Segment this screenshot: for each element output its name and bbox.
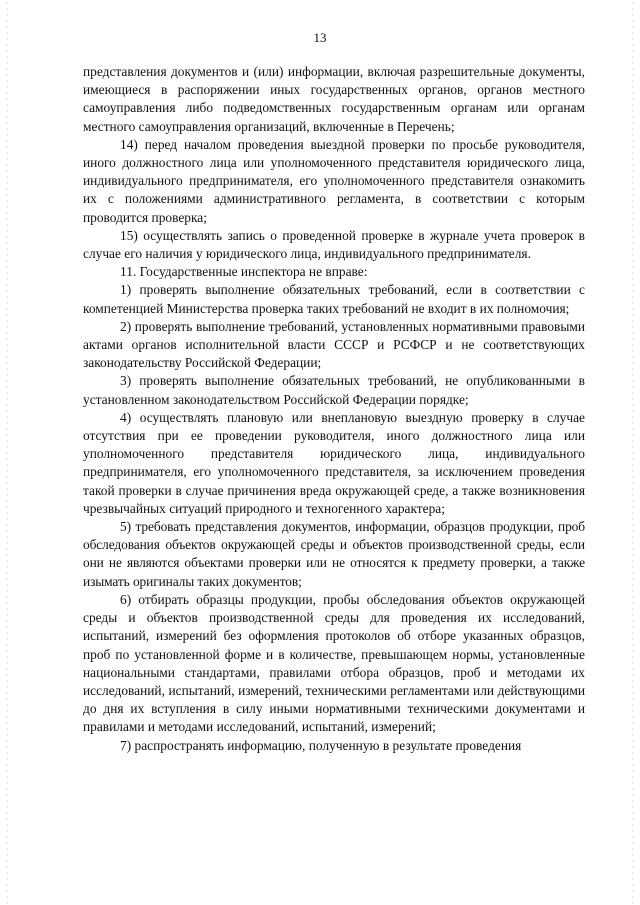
scan-edge-right [632, 0, 634, 905]
paragraph-item-2: 2) проверять выполнение требований, установленных нормативными правовыми актами органов исполнительной власти СССР и РСФСР и не соответствующих законодательству Российской Федерации; [83, 318, 585, 371]
paragraph-item-6: 6) отбирать образцы продукции, пробы обследования объектов окружающей среды и объектов производственной среды для проведения их исследований, испытаний, измерений без оформления протоколов об отборе указанных образцов, проб по установленной форме и в количестве, превышающем нормы, установленные национальными стандартами, правилами отбора образцов, проб и методами их исследований, испытаний, измерений, техническими регламентами или действующими до дня их вступления в силу иными нормативными техническими документами и правилами и методами исследований, испытаний, измерений; [83, 591, 585, 735]
scan-edge-left [6, 0, 8, 905]
paragraph-item-7: 7) распространять информацию, полученную в результате проведения [120, 737, 522, 753]
paragraph-continuation: представления документов и (или) информации, включая разрешительные документы, имеющиеся в распоряжении иных государственных органов, органов местного самоуправления либо подведомственных государственным органам или органам местного самоуправления организаций, включенные в Перечень; [83, 64, 585, 134]
paragraph-item-1: 1) проверять выполнение обязательных требований, если в соответствии с компетенцией Министерства проверка таких требований не входит в их полномочия; [83, 282, 585, 316]
page-number: 13 [313, 30, 327, 45]
paragraph-item-4: 4) осуществлять плановую или внеплановую выездную проверку в случае отсутствия при ее проведении руководителя, иного должностного лица или уполномоченного представителя юридического лица, индивидуального предпринимателя, его уполномоченного представителя, за исключением проведения такой проверки в случае причинения вреда окружающей среде, а также возникновения чрезвычайных ситуаций природного и техногенного характера; [83, 409, 585, 516]
paragraph-item-15: 15) осуществлять запись о проведенной проверке в журнале учета проверок в случае его наличия у юридического лица, индивидуального предпринимателя. [83, 227, 585, 262]
paragraph-item-5: 5) требовать представления документов, информации, образцов продукции, проб обследования объектов окружающей среды и объектов производственной среды, если они не являются объектами проверки или не относятся к предмету проверки, а также изымать оригиналы таких документов; [83, 519, 585, 589]
paragraph-item-14: 14) перед началом проведения выездной проверки по просьбе руководителя, иного должностного лица или уполномоченного представителя юридического лица, индивидуального предпринимателя, его уполномоченного представителя ознакомить их с положениями административного регламента, в соответствии с которым проводится проверка; [83, 136, 585, 225]
document-body [83, 63, 585, 755]
paragraph-section-11: 11. Государственные инспектора не вправе: [120, 264, 368, 280]
paragraph-item-3: 3) проверять выполнение обязательных требований, не опубликованными в установленном законодательством Российской Федерации порядке; [83, 373, 585, 407]
